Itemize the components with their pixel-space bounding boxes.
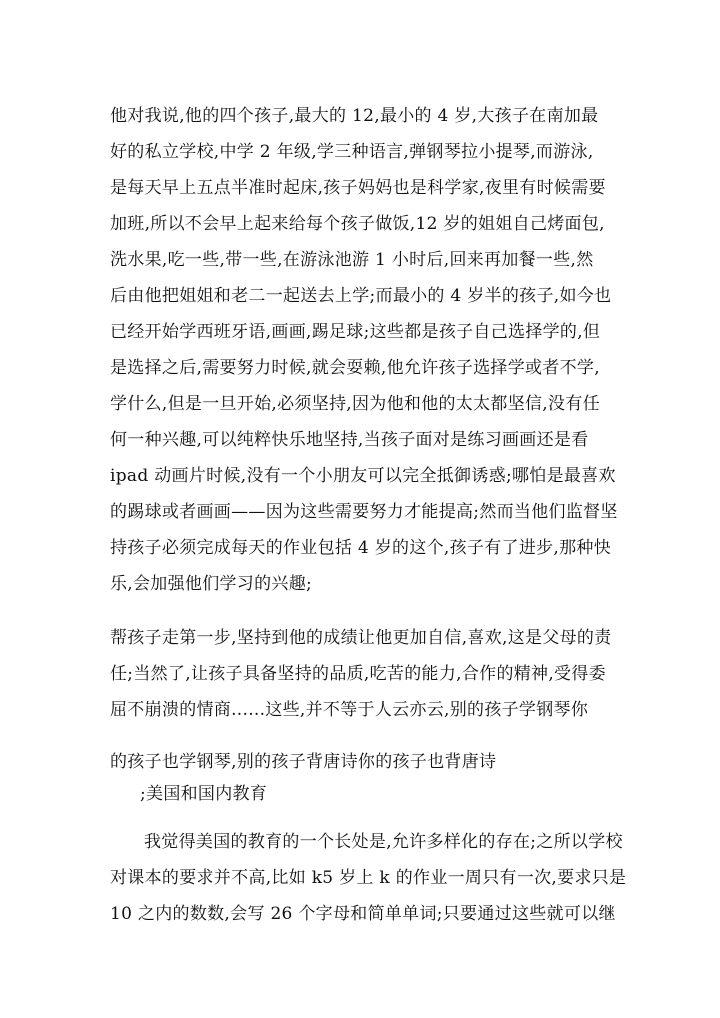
paragraph-1-line-14: 乐,会加强他们学习的兴趣;: [110, 574, 313, 594]
paragraph-1-line-5: 洗水果,吃一些,带一些,在游泳池游 1 小时后,回来再加餐一些,然: [110, 250, 594, 270]
paragraph-5-line-3: 10 之内的数数,会写 26 个字母和简单单词;只要通过这些就可以继: [110, 904, 616, 924]
paragraph-1-line-12: 的踢球或者画画——因为这些需要努力才能提高;然而当他们监督坚: [110, 502, 618, 522]
paragraph-1-line-13: 持孩子必须完成每天的作业包括 4 岁的这个,孩子有了进步,那种快: [110, 538, 612, 558]
paragraph-1-line-9: 学什么,但是一旦开始,必须坚持,因为他和他的太太都坚信,没有任: [110, 394, 600, 414]
paragraph-1-line-2: 好的私立学校,中学 2 年级,学三种语言,弹钢琴拉小提琴,而游泳,: [110, 142, 594, 162]
paragraph-1-line-10: 何一种兴趣,可以纯粹快乐地坚持,当孩子面对是练习画画还是看: [110, 430, 589, 450]
paragraph-1-line-1: 他对我说,他的四个孩子,最大的 12,最小的 4 岁,大孩子在南加最: [110, 106, 599, 126]
paragraph-2-line-1: 帮孩子走第一步,坚持到他的成绩让他更加自信,喜欢,这是父母的责: [110, 628, 612, 648]
paragraph-1-line-8: 是选择之后,需要努力时候,就会耍赖,他允许孩子选择学或者不学,: [110, 358, 600, 378]
paragraph-3-line-1: 的孩子也学钢琴,别的孩子背唐诗你的孩子也背唐诗: [110, 752, 497, 772]
paragraph-2-line-2: 任;当然了,让孩子具备坚持的品质,吃苦的能力,合作的精神,受得委: [110, 664, 606, 684]
paragraph-1-line-6: 后由他把姐姐和老二一起送去上学;而最小的 4 岁半的孩子,如今也: [110, 286, 612, 306]
paragraph-5-line-1: 我觉得美国的教育的一个长处是,允许多样化的存在;之所以学校: [144, 832, 623, 852]
paragraph-1-line-4: 加班,所以不会早上起来给每个孩子做饭,12 岁的姐姐自己烤面包,: [110, 214, 605, 234]
paragraph-1-line-11: ipad 动画片时候,没有一个小朋友可以完全抵御诱惑;哪怕是最喜欢: [110, 466, 616, 486]
section-heading: ;美国和国内教育: [140, 784, 268, 804]
paragraph-2-line-3: 屈不崩溃的情商......这些,并不等于人云亦云,别的孩子学钢琴你: [110, 700, 589, 720]
paragraph-1-line-3: 是每天早上五点半准时起床,孩子妈妈也是科学家,夜里有时候需要: [110, 178, 606, 198]
paragraph-5-line-2: 对课本的要求并不高,比如 k5 岁上 k 的作业一周只有一次,要求只是: [110, 868, 627, 888]
paragraph-1-line-7: 已经开始学西班牙语,画画,踢足球;这些都是孩子自己选择学的,但: [110, 322, 601, 342]
